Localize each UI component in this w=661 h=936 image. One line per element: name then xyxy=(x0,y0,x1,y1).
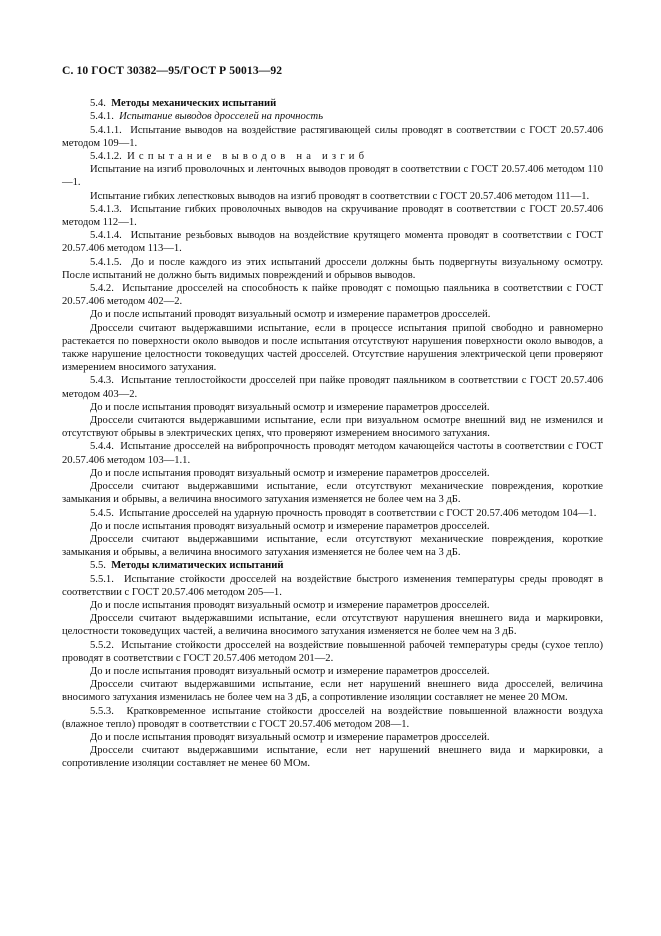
clause-text: Испытание дросселей на ударную прочность проводят в соответствии с ГОСТ 20.57.406 методом 104—1. xyxy=(119,507,597,519)
clause-number: 5.4.1. xyxy=(90,111,120,123)
clause-text: Дроссели считают выдержавшими испытание, если отсутствуют нарушения внешнего вида и маркировки, целостности токоведущих частей, а величина вносимого затухания изменяется не более чем на 3 дБ. xyxy=(62,613,603,638)
paragraph xyxy=(62,124,603,150)
paragraph xyxy=(62,678,603,704)
paragraph xyxy=(62,507,603,520)
clause-number: 5.4.4. xyxy=(90,441,121,453)
clause-text: Кратковременное испытание стойкости дросселей на воздействие повышенной влажности воздуха (влажное тепло) проводят в соответствии с ГОСТ 20.57.406 методом 208—1. xyxy=(62,705,603,730)
paragraph xyxy=(62,163,603,189)
clause-number: 5.4. xyxy=(90,98,112,110)
paragraph xyxy=(62,414,603,440)
paragraph xyxy=(62,440,603,466)
clause-text: До и после испытания проводят визуальный осмотр и измерение параметров дросселей. xyxy=(90,467,490,479)
paragraph xyxy=(62,203,603,229)
clause-text: Испытание на изгиб проволочных и ленточных выводов проводят в соответствии с ГОСТ 20.57.406 методом 110—1. xyxy=(62,164,603,189)
section-heading xyxy=(62,559,603,572)
paragraph xyxy=(62,665,603,678)
clause-text: До и после испытания проводят визуальный осмотр и измерение параметров дросселей. xyxy=(90,401,490,413)
paragraph xyxy=(62,639,603,665)
paragraph xyxy=(62,731,603,744)
clause-text: Испытание дросселей на способность к пайке проводят с помощью паяльника в соответствии с ГОСТ 20.57.406 методом 402—2. xyxy=(62,283,603,308)
paragraph xyxy=(62,612,603,638)
clause-heading: Методы климатических испытаний xyxy=(111,560,284,572)
clause-number: 5.5.1. xyxy=(90,573,124,585)
paragraph xyxy=(62,374,603,400)
clause-number: 5.4.3. xyxy=(90,375,121,387)
clause-text: Испытание стойкости дросселей на воздействие повышенной рабочей температуры среды (сухое тепло) проводят в соответствии с ГОСТ 20.57.406 методом 201—2. xyxy=(62,639,603,664)
paragraph xyxy=(62,520,603,533)
paragraph xyxy=(62,705,603,731)
document-body xyxy=(62,97,603,770)
paragraph xyxy=(62,229,603,255)
clause-heading: Методы механических испытаний xyxy=(111,98,277,110)
paragraph xyxy=(62,467,603,480)
section-heading xyxy=(62,150,603,163)
clause-text: До и после каждого из этих испытаний дроссели должны быть подвергнуты визуальному осмотру. После испытаний не должно быть видимых повреждений и обрывов выводов. xyxy=(62,256,603,281)
clause-text: Дроссели считаются выдержавшими испытание, если при визуальном осмотре внешний вид не изменился и отсутствуют обрывы в электрических цепях, что проверяют измерением вносимого затухания. xyxy=(62,415,603,440)
clause-text: До и после испытания проводят визуальный осмотр и измерение параметров дросселей. xyxy=(90,665,490,677)
section-heading xyxy=(62,97,603,110)
clause-text: Испытание теплостойкости дросселей при пайке проводят паяльником в соответствии с ГОСТ 20.57.406 методом 403—2. xyxy=(62,375,603,400)
paragraph xyxy=(62,599,603,612)
clause-number: 5.4.1.3. xyxy=(90,203,131,215)
clause-text: Дроссели считают выдержавшими испытание, если нет нарушений внешнего вида и маркировки, а сопротивление изоляции составляет не менее 60 МОм. xyxy=(62,745,603,770)
clause-number: 5.4.1.4. xyxy=(90,230,131,242)
clause-number: 5.4.5. xyxy=(90,507,120,519)
clause-text: Дроссели считают выдержавшими испытание, если отсутствуют механические повреждения, короткие замыкания и обрывы, а величина вносимого затухания изменяется не более чем на 3 дБ. xyxy=(62,481,603,506)
paragraph xyxy=(62,282,603,308)
paragraph xyxy=(62,256,603,282)
clause-text: Испытание дросселей на вибропрочность проводят методом качающейся частоты в соответствии с ГОСТ 20.57.406 методом 103—1.1. xyxy=(62,441,604,466)
clause-text: Испытание стойкости дросселей на воздействие быстрого изменения температуры среды проводят в соответствии с ГОСТ 20.57.406 методом 205—1. xyxy=(62,573,603,598)
clause-heading: Испытание выводов на изгиб xyxy=(127,151,369,163)
clause-number: 5.5.2. xyxy=(90,639,122,651)
paragraph xyxy=(62,401,603,414)
page-header: С. 10 ГОСТ 30382—95/ГОСТ Р 50013—92 xyxy=(62,64,283,77)
clause-text: Дроссели считают выдержавшими испытание, если в процессе испытания припой свободно и равномерно растекается по поверхности около выводов и после испытания отсутствуют нарушения поверхности около выводов, а также нарушение целостности токоведущих частей дросселей. Отсутствие нарушения электрической цепи проверяют измерением вносимого затухания. xyxy=(62,322,603,374)
paragraph xyxy=(62,308,603,321)
clause-number: 5.4.1.5. xyxy=(90,256,132,268)
clause-number: 5.5.3. xyxy=(90,705,127,717)
clause-text: Дроссели считают выдержавшими испытание, если нет нарушений внешнего вида дросселей, величина вносимого затухания изменилась не более чем на 3 дБ, а сопротивление изоляции составляет не менее 20 МОм. xyxy=(62,679,603,704)
clause-heading: Испытание выводов дросселей на прочность xyxy=(119,111,324,123)
paragraph xyxy=(62,322,603,375)
clause-text: Испытание гибких проволочных выводов на скручивание проводят в соответствии с ГОСТ 20.57.406 методом 112—1. xyxy=(62,203,604,229)
clause-text: Дроссели считают выдержавшими испытание, если отсутствуют механические повреждения, короткие замыкания и обрывы, а величина вносимого затухания изменяется не более чем на 3 дБ. xyxy=(62,533,603,559)
clause-number: 5.4.1.2. xyxy=(90,151,128,163)
clause-text: Испытание выводов на воздействие растягивающей силы проводят в соответствии с ГОСТ 20.57.406 методом 109—1. xyxy=(62,124,603,149)
clause-text: До и после испытаний проводят визуальный осмотр и измерение параметров дросселей. xyxy=(90,309,491,321)
clause-text: Испытание резьбовых выводов на воздействие крутящего момента проводят в соответствии с ГОСТ 20.57.406 методом 113—1. xyxy=(62,230,603,255)
section-heading xyxy=(62,110,603,123)
paragraph xyxy=(62,480,603,506)
paragraph xyxy=(62,573,603,599)
paragraph xyxy=(62,533,603,559)
clause-text: До и после испытания проводят визуальный осмотр и измерение параметров дросселей. xyxy=(90,520,490,532)
clause-number: 5.4.1.1. xyxy=(90,124,131,136)
paragraph xyxy=(62,190,603,203)
paragraph xyxy=(62,744,603,770)
clause-number: 5.4.2. xyxy=(90,283,123,295)
clause-number: 5.5. xyxy=(90,560,112,572)
clause-text: До и после испытания проводят визуальный осмотр и измерение параметров дросселей. xyxy=(90,731,490,743)
clause-text: До и после испытания проводят визуальный осмотр и измерение параметров дросселей. xyxy=(90,599,490,611)
clause-text: Испытание гибких лепестковых выводов на изгиб проводят в соответствии с ГОСТ 20.57.406 методом 111—1. xyxy=(90,190,590,202)
